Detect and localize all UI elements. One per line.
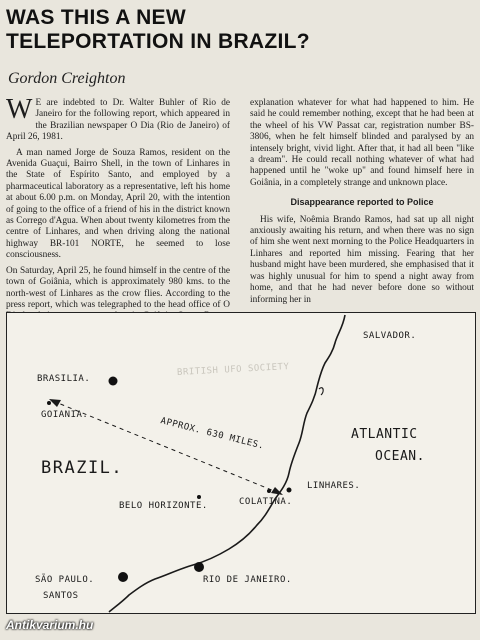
label-santos: SANTOS [43,591,79,601]
dot-linhares [287,488,292,493]
article-headline [6,6,476,54]
headline-line-1: WAS THIS A NEW [6,6,186,29]
coastline [109,315,345,612]
label-linhares: LINHARES. [307,481,361,491]
headline-line-2: TELEPORTATION IN BRAZIL? [6,30,310,53]
paragraph-found-goiania: On Saturday, April 25, he found himself in the centre of the town of Goiânia, which is approximately 980 kms. to the north-west of Linhares as the crow flies. According to the press report, which was telegraphed to the head office of O [6,265,230,310]
paragraph-police: His wife, Noêmia Brando Ramos, had sat up all night anxiously awaiting his return, and when there was no sign of him she went next morning to the Police Headquarters in Linhares and reported him missing. Fearing that her husband might have been murdered, she emphasised that it was highly unusual for him to spend a night away from home, and that he had never before done so without informing her in [250,214,474,305]
label-sao-paulo: SÃO PAULO. [35,575,95,585]
dot-rio [194,562,204,572]
paragraph-background: A man named Jorge de Souza Ramos, resident on the Avenida Guaçui, Bairro Shell, in the town of Linhares in the State of Espírito Santo, and employed by a pharmaceutical laboratory as a representative, left his home at about 6.00 p.m. on Monday, April 20, with the intention of going to the office of a friend of his in the district known as Corrego d'Agua. When about twenty kilometres from the centre of Linhares, and when driving along the national highway BR-101 NORTE, he seemed to lose consciousness. [6,147,230,261]
dot-sao-paulo [118,572,128,582]
dot-goiania [47,401,51,405]
dot-belo-horizonte [197,495,201,499]
coast-inlet [319,388,323,395]
section-subhead: Disappearance reported to Police [290,197,434,208]
right-text-column [250,98,474,310]
author-byline: Gordon Creighton [8,70,126,87]
watermark-text: Antikvarium.hu [6,618,94,632]
label-goiania: GOIANIA. [41,410,89,420]
label-atlantic: ATLANTIC [351,427,418,442]
left-text-column [6,94,230,338]
label-distance: APPROX. 630 MILES. [159,416,266,452]
brazil-map [6,312,476,614]
label-ocean: OCEAN. [375,449,425,464]
label-brazil: BRAZIL. [41,458,124,478]
label-faint-stamp: BRITISH UFO SOCIETY [176,362,290,378]
label-salvador: SALVADOR. [363,331,417,341]
dot-brasilia [109,377,118,386]
label-brasilia: BRASILIA. [37,374,91,384]
label-belo-horizonte: BELO HORIZONTE. [119,501,208,511]
drop-cap: W [6,94,33,125]
label-colatina: COLATINA. [239,497,293,507]
paragraph-intro [6,94,230,144]
intro-text: E are indebted to Dr. Walter Buhler of Rio de Janeiro for the following report, which appeared in the Brazilian newspaper O Dia (Rio de Janeiro) of April 26, 1981. [6,98,230,143]
paragraph-explanation: explanation whatever for what had happened to him. He said he could remember nothing, except that he had been at the wheel of his VW Passat car, registration number BS-3806, when he felt himself blinded and paralysed by an intensely bright, vivid light. After that, it had all been "like a dream". He could recall nothing whatever of what had happened until he "woke up" and found himself here in Goiânia, in a completely strange and unknown place. [250,98,474,188]
label-rio: RIO DE JANEIRO. [203,575,292,585]
dot-colatina [267,489,271,493]
